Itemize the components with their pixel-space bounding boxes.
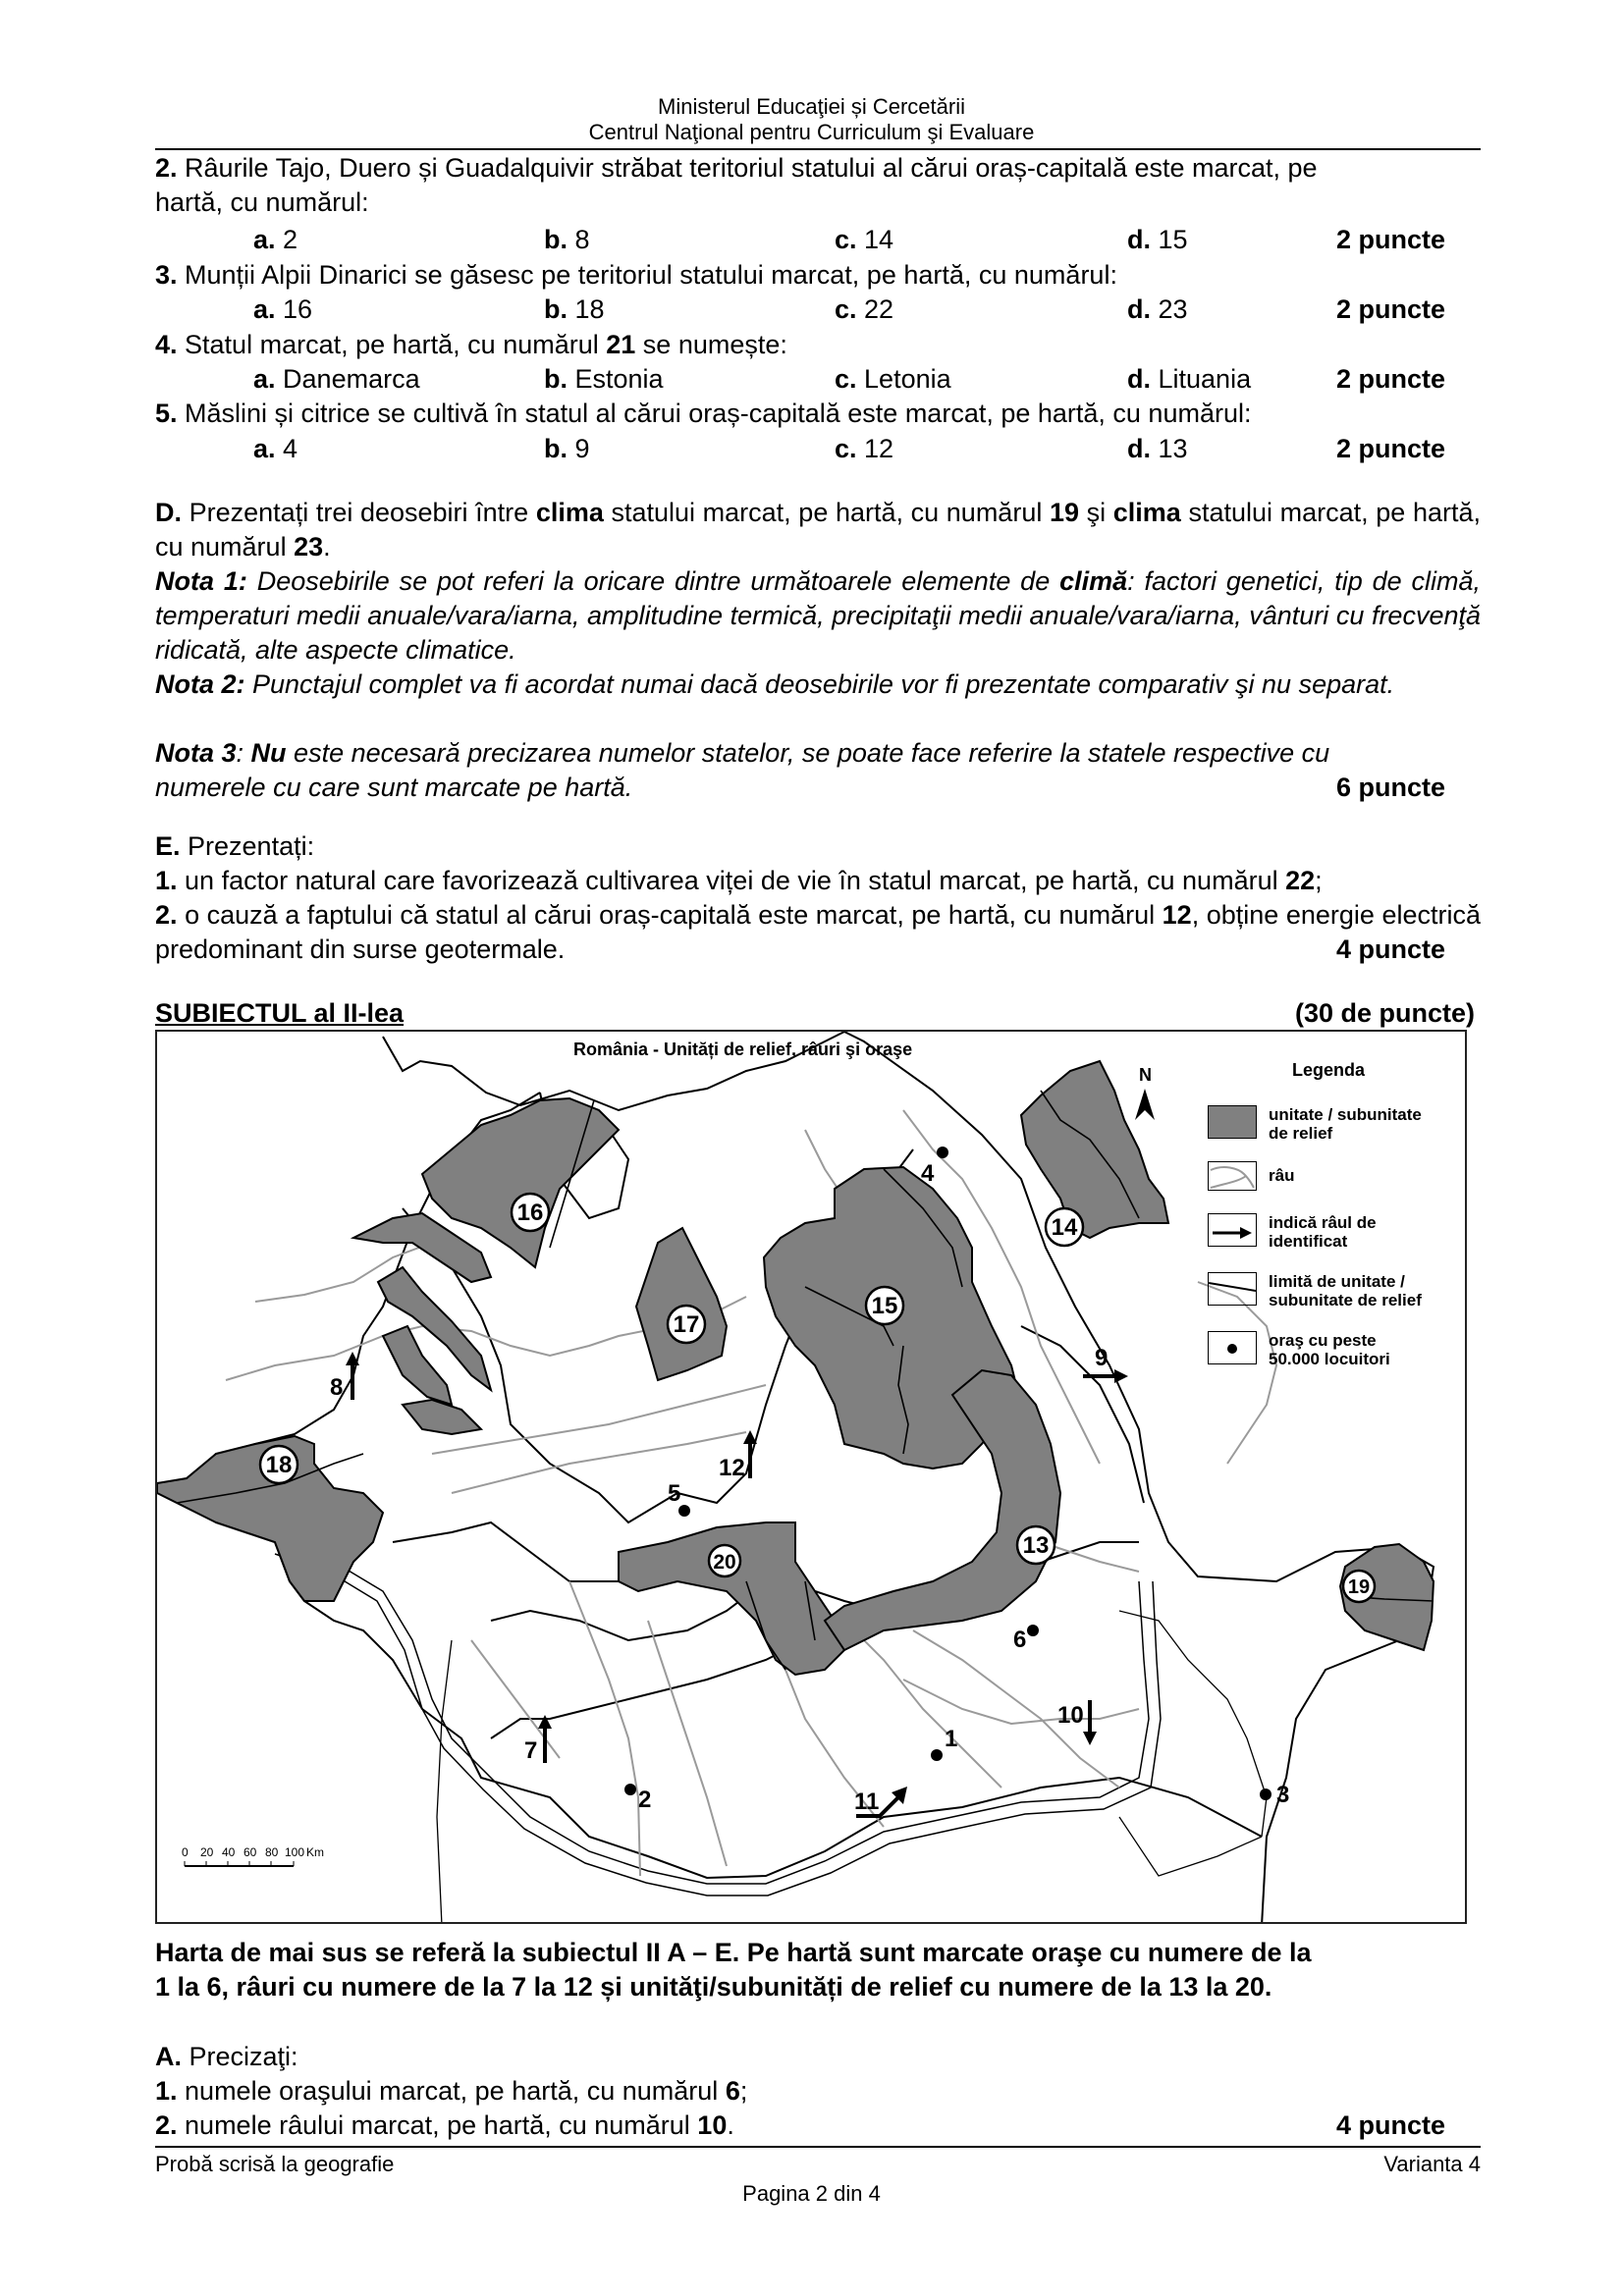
river-arrow-9 <box>1083 1345 1128 1383</box>
footer-rule <box>155 2146 1481 2148</box>
city-3 <box>1260 1782 1289 1808</box>
svg-text:1: 1 <box>945 1726 958 1752</box>
relief-label-18 <box>260 1446 298 1483</box>
points: 2 puncte <box>1335 225 1445 254</box>
svg-text:4: 4 <box>921 1160 935 1187</box>
map-caption-line-1: Harta de mai sus se referă la subiectul II A – E. Pe hartă sunt marcate oraşe cu numere de la <box>155 1938 1312 1967</box>
option-a: a. 2 <box>253 225 298 254</box>
svg-text:12: 12 <box>719 1455 745 1481</box>
river-swatch-icon <box>1208 1161 1257 1191</box>
section-d-points-row <box>155 771 1481 805</box>
question-2-text-cont: hartă, cu numărul: <box>155 187 369 217</box>
section-e-title: E. Prezentați: <box>155 831 315 861</box>
question-3-text: 3. Munții Alpii Dinarici se găsesc pe teritoriul statului marcat, pe hartă, cu numărul: <box>155 260 1117 290</box>
city-2 <box>624 1784 651 1813</box>
svg-text:8: 8 <box>330 1374 344 1401</box>
question-3-options <box>155 293 1481 327</box>
relief-label-14 <box>1046 1208 1083 1246</box>
option-b: b. 8 <box>544 225 590 254</box>
river-arrow-8 <box>330 1352 359 1401</box>
svg-text:14: 14 <box>1051 1214 1078 1241</box>
river <box>844 1621 1001 1788</box>
svg-text:Km: Km <box>306 1845 324 1859</box>
relief-label-19 <box>1343 1571 1375 1602</box>
svg-text:17: 17 <box>673 1311 700 1338</box>
option-d: d. 23 <box>1127 294 1188 324</box>
question-5-text: 5. Măslini și citrice se cultivă în statul al cărui oraș-capitală este marcat, pe hartă, cu numărul: <box>155 399 1252 428</box>
section-e-points-row <box>155 933 1481 967</box>
question-4-options <box>155 362 1481 397</box>
section-d-nota-2: Nota 2: Punctajul complet va fi acordat numai dacă deosebirile vor fi prezentate comparativ şi nu separat. <box>155 669 1395 699</box>
option-c: c. 22 <box>835 294 894 324</box>
river-arrow-10 <box>1057 1700 1097 1745</box>
city-6 <box>1013 1625 1039 1653</box>
svg-text:18: 18 <box>265 1452 293 1478</box>
north-arrow-icon <box>1135 1065 1155 1120</box>
river <box>569 1581 640 1876</box>
svg-text:19: 19 <box>1347 1576 1371 1598</box>
footer-row <box>155 2152 1481 2177</box>
relief-label-17 <box>668 1306 705 1343</box>
option-c: c. 14 <box>835 225 894 254</box>
option-d: d. 13 <box>1127 434 1188 463</box>
option-a: a. 4 <box>253 434 298 463</box>
question-2-options <box>155 223 1481 257</box>
question-2-text: 2. Râurile Tajo, Duero și Guadalquivir străbat teritoriul statului al cărui oraș-capitală este marcat, pe <box>155 153 1318 183</box>
legend-title: Legenda <box>1292 1060 1366 1080</box>
option-a: a. Danemarca <box>253 364 420 394</box>
footer-variant: Varianta 4 <box>1383 2152 1481 2176</box>
section-d-nota-3: Nota 3: Nu este necesară precizarea numelor statelor, se poate face referire la statele respective cu numerele cu care sunt marcate pe hartă. <box>155 738 1330 802</box>
points: 4 puncte <box>1335 2110 1445 2140</box>
svg-text:100: 100 <box>285 1845 305 1859</box>
points: 2 puncte <box>1335 294 1445 324</box>
option-b: b. 18 <box>544 294 605 324</box>
city-1 <box>931 1726 957 1761</box>
boundary-swatch-icon <box>1208 1272 1257 1306</box>
svg-text:13: 13 <box>1022 1532 1050 1559</box>
svg-text:7: 7 <box>524 1737 538 1764</box>
header-rule <box>155 148 1481 150</box>
river <box>432 1385 766 1454</box>
header-ministry: Ministerul Educaţiei și Cercetării <box>658 94 965 119</box>
relief-label-16 <box>512 1194 549 1231</box>
section-e-item-2: 2. o cauză a faptului că statul al cărui oraș-capitală este marcat, pe hartă, cu numărul 12, obține energie electrică predominant din surse geotermale. <box>155 900 1481 964</box>
relief-unit-16e <box>403 1400 481 1434</box>
river <box>1198 1282 1276 1464</box>
scale-bar <box>182 1845 324 1866</box>
svg-text:9: 9 <box>1095 1345 1109 1371</box>
option-b: b. Estonia <box>544 364 664 394</box>
river <box>452 1432 746 1493</box>
city-5 <box>668 1480 690 1517</box>
page-number: Pagina 2 din 4 <box>742 2181 881 2206</box>
relief-label-20 <box>709 1545 740 1576</box>
subject-2-heading: SUBIECTUL al II-lea (30 de puncte) <box>155 998 1475 1028</box>
svg-text:60: 60 <box>243 1845 257 1859</box>
svg-text:10: 10 <box>1057 1702 1084 1729</box>
svg-text:2: 2 <box>638 1787 652 1813</box>
points: 2 puncte <box>1335 434 1445 463</box>
svg-text:11: 11 <box>854 1789 880 1815</box>
section-a-item-2: 2. numele râului marcat, pe hartă, cu numărul 10. 4 puncte <box>155 2109 1481 2143</box>
question-number: 2. <box>155 153 178 183</box>
svg-text:40: 40 <box>222 1845 236 1859</box>
section-d-prompt: D. Prezentați trei deosebiri între clima statului marcat, pe hartă, cu numărul 19 şi clima statului marcat, pe hartă, cu numărul 23. <box>155 498 1481 561</box>
relief-label-13 <box>1017 1526 1055 1564</box>
svg-text:0: 0 <box>182 1845 189 1859</box>
svg-text:80: 80 <box>265 1845 279 1859</box>
option-b: b. 9 <box>544 434 590 463</box>
river-arrow-12 <box>719 1430 757 1481</box>
section-d-nota-1: Nota 1: Deosebirile se pot referi la oricare dintre următoarele elemente de climă: factori genetici, tip de climă, temperaturi medii anuale/vara/iarna, amplitudine termică, precipitaţii medii anuale/vara/iarna, vânturi cu frecvenţă ridicată, alte aspecte climatice. <box>155 566 1482 665</box>
relief-unit-17 <box>636 1228 727 1380</box>
relief-label-15 <box>866 1287 903 1324</box>
option-a: a. 16 <box>253 294 313 324</box>
section-a-title: A. Precizaţi: <box>155 2042 298 2071</box>
option-c: c. Letonia <box>835 364 951 394</box>
question-4-text: 4. Statul marcat, pe hartă, cu numărul 21 se numește: <box>155 330 787 359</box>
relief-unit-14 <box>1021 1061 1168 1238</box>
svg-text:16: 16 <box>516 1200 544 1226</box>
river <box>903 1680 1139 1724</box>
option-d: d. Lituania <box>1127 364 1252 394</box>
points: 4 puncte <box>1335 934 1445 964</box>
section-a-item-1: 1. numele oraşului marcat, pe hartă, cu numărul 6; <box>155 2076 748 2106</box>
points: 6 puncte <box>1335 773 1445 802</box>
svg-text:20: 20 <box>713 1551 736 1574</box>
relief-unit-swatch-icon <box>1208 1105 1257 1139</box>
option-c: c. 12 <box>835 434 894 463</box>
map-title: România - Unități de relief, râuri şi oraşe <box>573 1040 913 1059</box>
svg-text:6: 6 <box>1013 1627 1027 1653</box>
city-dot-swatch-icon <box>1208 1331 1257 1364</box>
option-d: d. 15 <box>1127 225 1188 254</box>
map-caption-line-2: 1 la 6, râuri cu numere de la 7 la 12 și unităţi/subunități de relief cu numere de la 13 la 20. <box>155 1972 1272 2002</box>
svg-text:15: 15 <box>871 1293 898 1319</box>
romania-map: 16 17 15 14 18 20 13 19 4 5 6 1 2 3 8 12 7 10 9 11 N 0 20 40 60 80 100 Km România - Unități de relief, râuri şi oraşe Legenda unitate / subunitate de relief râu indică râul de identificat limită de unitate / subunitate de relief oraş cu peste 50.000 locuitori <box>155 1030 1467 1924</box>
question-5-options <box>155 432 1481 466</box>
svg-text:5: 5 <box>668 1480 681 1507</box>
river-arrow-11 <box>854 1787 907 1816</box>
svg-text:20: 20 <box>200 1845 214 1859</box>
header-center: Centrul Naţional pentru Curriculum şi Evaluare <box>588 120 1035 144</box>
arrow-swatch-icon <box>1208 1213 1257 1247</box>
river <box>648 1621 727 1866</box>
svg-text:N: N <box>1139 1065 1152 1085</box>
subject-2-points: (30 de puncte) <box>1294 998 1475 1028</box>
river-arrow-7 <box>524 1715 552 1764</box>
svg-text:3: 3 <box>1276 1782 1290 1808</box>
points: 2 puncte <box>1335 364 1445 394</box>
footer-exam-name: Probă scrisă la geografie <box>155 2152 395 2176</box>
section-e-item-1: 1. un factor natural care favorizează cultivarea viței de vie în statul marcat, pe hartă, cu numărul 22; <box>155 866 1323 895</box>
